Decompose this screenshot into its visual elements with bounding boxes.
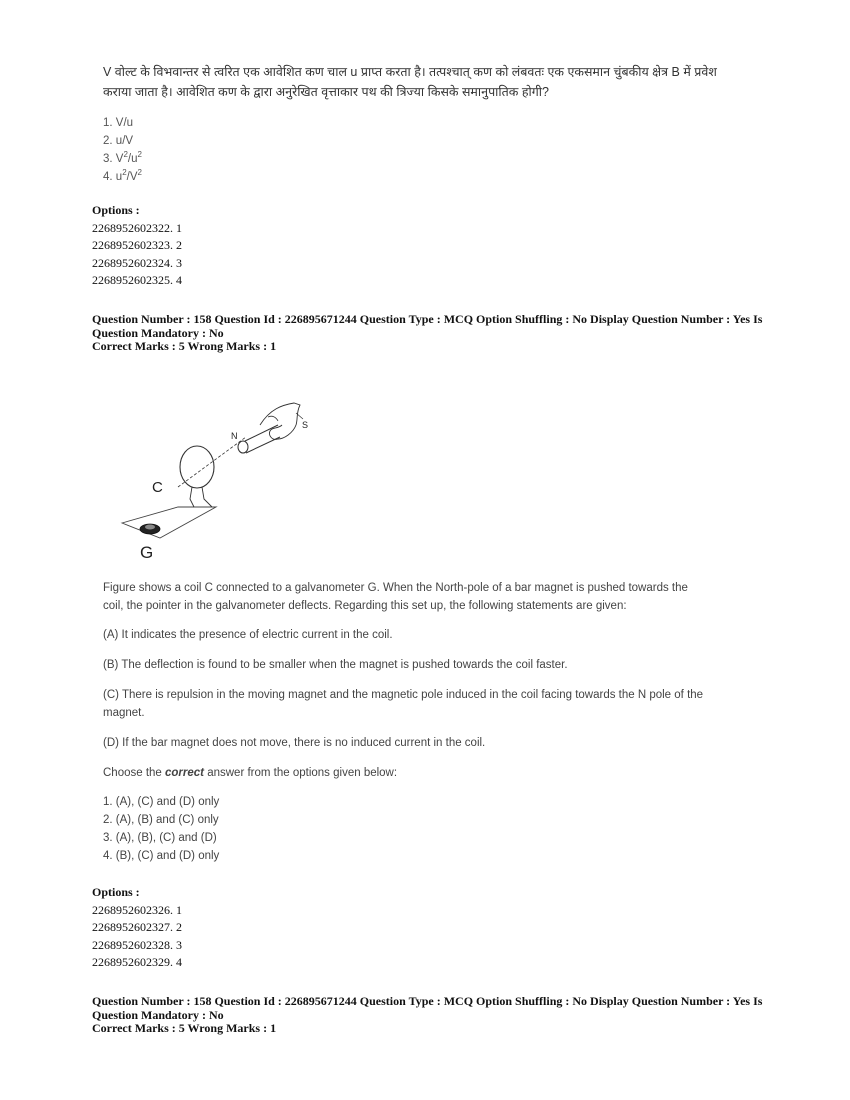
options-heading: Options :	[92, 203, 140, 217]
meta-line: Question Number : 158 Question Id : 226895671244 Question Type : MCQ Option Shuffling : No Display Question Number : Yes Is	[92, 994, 763, 1008]
statement-a: (A) It indicates the presence of electric current in the coil.	[103, 629, 393, 641]
question-meta	[92, 313, 792, 354]
statement-d: (D) If the bar magnet does not move, there is no induced current in the coil.	[103, 737, 486, 749]
coil-leads	[190, 487, 212, 507]
options-heading: Options :	[92, 885, 140, 899]
question-meta	[92, 995, 792, 1036]
statement-c: (C) There is repulsion in the moving magnet and the magnetic pole induced in the coil facing towards the N pole of the magnet.	[103, 689, 704, 719]
label-n: N	[231, 431, 238, 441]
option-id: 2268952602326. 1	[92, 902, 182, 917]
meta-line: Correct Marks : 5 Wrong Marks : 1	[92, 1021, 277, 1035]
question-157-text: V वोल्ट के विभवान्तर से त्वरित एक आवेशित कण चाल u प्राप्त करता है। तत्पश्चात् कण को लंबवतः एक एकसमान चुंबकीय क्षेत्र B में प्रवेश कराया जाता है। आवेशित कण के द्वारा अनुरेखित वृत्ताकार पथ की त्रिज्या किसके समानुपातिक होगी?	[103, 65, 717, 99]
option-id: 2268952602323. 2	[92, 238, 182, 252]
choice-item: 4. (B), (C) and (D) only	[103, 850, 220, 862]
label-c: C	[152, 479, 163, 496]
question-157-options	[92, 202, 182, 290]
meta-line: Correct Marks : 5 Wrong Marks : 1	[92, 339, 277, 353]
option-id: 2268952602327. 2	[92, 920, 182, 934]
meta-line: Question Number : 158 Question Id : 226895671244 Question Type : MCQ Option Shuffling : No Display Question Number : Yes Is	[92, 312, 763, 326]
choice-item: 2. (A), (B) and (C) only	[103, 814, 219, 826]
meta-line: Question Mandatory : No	[92, 1007, 224, 1022]
label-s: S	[302, 420, 309, 430]
question-158-choices	[103, 793, 219, 865]
choice-item: 3. $V^2/u^2$	[103, 150, 142, 165]
choice-item: 1. (A), (C) and (D) only	[103, 796, 220, 808]
option-id: 2268952602324. 3	[92, 255, 182, 270]
choice-item: 3. (A), (B), (C) and (D)	[103, 832, 217, 844]
statement-b: (B) The deflection is found to be smaller when the magnet is pushed towards the coil faster.	[103, 659, 568, 671]
choice-item: 2. u/V	[103, 135, 134, 147]
base-platform	[122, 507, 216, 538]
coil-axis	[178, 437, 246, 487]
choice-item: 4. $u^2/V^2$	[103, 168, 142, 183]
coil-loop	[180, 446, 214, 488]
option-id: 2268952602329. 4	[92, 955, 182, 969]
choice-item: 1. V/u	[103, 117, 134, 129]
option-id: 2268952602328. 3	[92, 937, 182, 952]
label-g: G	[140, 543, 154, 562]
coil-galvanometer-figure	[100, 395, 340, 570]
option-id: 2268952602322. 1	[92, 220, 182, 235]
question-157-choices	[103, 114, 142, 186]
option-id: 2268952602325. 4	[92, 273, 182, 287]
question-158-intro: Figure shows a coil C connected to a galvanometer G. When the North-pole of a bar magnet is pushed towards the coil, the pointer in the galvanometer deflects. Regarding this set up, the following statements are given:	[103, 582, 688, 612]
meta-line: Question Mandatory : No	[92, 325, 224, 340]
hand-outline	[260, 403, 300, 439]
question-158-options	[92, 884, 182, 972]
choose-instruction: Choose the correct answer from the options given below:	[103, 767, 398, 779]
